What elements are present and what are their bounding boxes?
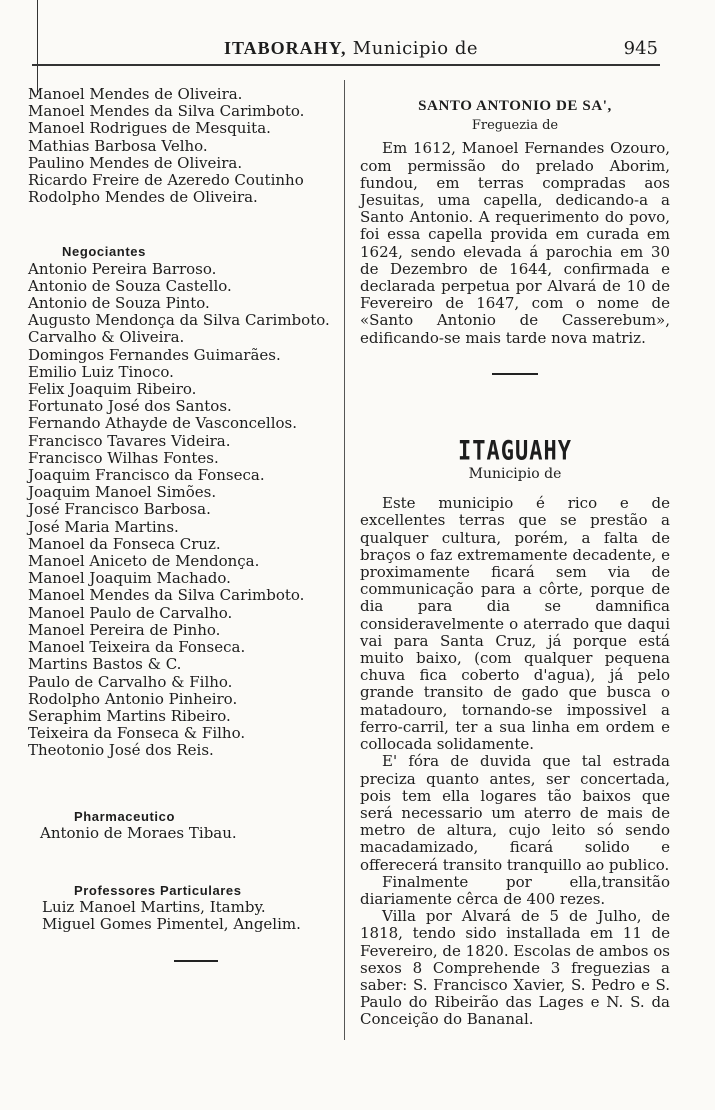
list-item: Seraphim Martins Ribeiro.	[28, 706, 231, 725]
list-item: Manoel Aniceto de Mendonça.	[28, 552, 260, 571]
itaguahy-paragraph-4: Villa por Alvará de 5 de Julho, de 1818, tendo sido installada em 11 de Fevereiro, de 1820. Escolas de ambos os sexos 8 Comprehende 3 freguezias a saber: S. Francisco Xavier, S. Pedro e S. Paulo do Ribeirão das Lages e N. S. da Conceição do Bananal.	[360, 907, 670, 1029]
list-item: Augusto Mendonça da Silva Carimboto.	[28, 311, 330, 330]
list-item: Mathias Barbosa Velho.	[28, 136, 208, 155]
itaguahy-title: ITAGUAHY	[458, 436, 572, 467]
santo-antonio-title: SANTO ANTONIO DE SA',	[418, 98, 612, 114]
top-names-list	[28, 86, 338, 206]
list-item: Luiz Manoel Martins, Itamby.	[42, 898, 266, 917]
list-item: Fortunato José dos Santos.	[28, 397, 232, 416]
list-item: Manoel Joaquim Machado.	[28, 569, 231, 588]
negociantes-heading: Negociantes	[62, 244, 146, 260]
list-item: Felix Joaquim Ribeiro.	[28, 380, 197, 399]
pharmaceutico-heading: Pharmaceutico	[74, 808, 176, 824]
list-item: Manoel Rodrigues de Mesquita.	[28, 119, 271, 138]
professores-list	[42, 899, 338, 933]
list-item: Carvalho & Oliveira.	[28, 328, 185, 347]
list-item: Domingos Fernandes Guimarães.	[28, 345, 281, 364]
column-divider	[344, 80, 345, 1040]
list-item: Manoel Teixeira da Fonseca.	[28, 638, 246, 657]
santo-antonio-subtitle: Freguezia de	[471, 118, 559, 134]
header-section: Municipio de	[352, 38, 478, 59]
list-item: Teixeira da Fonseca & Filho.	[28, 724, 246, 743]
header-rule	[32, 64, 660, 66]
itaguahy-paragraph-2: E' fóra de duvida que tal estrada preciza quanto antes, ser concertada, pois tem ella logares tão baixos que será necessario um aterro de mais de metro de altura, cujo leito só sendo macadamizado, ficará solido e offerecerá transito tranquillo ao publico.	[360, 752, 670, 874]
list-item: Antonio de Souza Castello.	[28, 276, 232, 295]
list-item: Manoel Mendes da Silva Carimboto.	[28, 102, 305, 121]
list-item: Paulo de Carvalho & Filho.	[28, 672, 233, 691]
professores-heading: Professores Particulares	[74, 882, 242, 898]
list-item: José Maria Martins.	[28, 517, 179, 536]
list-item: Manoel da Fonseca Cruz.	[28, 534, 221, 553]
list-item: Francisco Tavares Videira.	[28, 431, 231, 450]
list-item: Ricardo Freire de Azeredo Coutinho	[28, 171, 304, 190]
list-item: Joaquim Francisco da Fonseca.	[28, 466, 265, 485]
list-item: Manoel Mendes de Oliveira.	[28, 85, 243, 103]
page-header	[32, 36, 660, 66]
page-number: 945	[623, 38, 658, 59]
section-end-rule	[174, 960, 218, 962]
right-column	[360, 98, 670, 1029]
list-item: Martins Bastos & C.	[28, 655, 182, 674]
negociantes-list	[28, 261, 338, 760]
santo-antonio-text: Em 1612, Manoel Fernandes Ozouro, com permissão do prelado Aborim, fundou, em terras compradas aos Jesuitas, uma capella, dedicando-a a Santo Antonio. A requerimento do povo, foi essa capella provida em curada em 1624, sendo elevada á parochia em 30 de Dezembro de 1644, confirmada e declarada perpetua por Alvará de 10 de Fevereiro de 1647, com o nome de «Santo Antonio de Casserebum», edificando-se mais tarde nova matriz.	[360, 139, 670, 347]
list-item: Francisco Wilhas Fontes.	[28, 448, 219, 467]
list-item: Fernando Athayde de Vasconcellos.	[28, 414, 298, 433]
header-city: ITABORAHY,	[224, 38, 347, 58]
section-divider-rule	[492, 373, 538, 375]
left-column	[28, 86, 338, 962]
list-item: Paulino Mendes de Oliveira.	[28, 153, 243, 172]
pharmaceutico-list	[40, 825, 338, 842]
list-item: Rodolpho Mendes de Oliveira.	[28, 188, 258, 207]
itaguahy-paragraph-1: Este municipio é rico e de excellentes terras que se prestão a qualquer cultura, porém, a falta de braços o faz extremamente decadente, e proximamente ficará sem via de communicação para a côrte, porque de dia para dia se damnifica consideravelmente o aterrado que daqui vai para Santa Cruz, já porque está muito baixo, (com qualquer pequena chuva fica coberto d'agua), já pelo grande transito de gado que busca o matadouro, tornando-se impossivel a ferro-carril, ter a sua linha em ordem e collocada solidamente.	[360, 494, 670, 754]
list-item: Antonio Pereira Barroso.	[28, 259, 217, 278]
list-item: Miguel Gomes Pimentel, Angelim.	[42, 915, 301, 934]
list-item: Emilio Luiz Tinoco.	[28, 362, 174, 381]
list-item: Antonio de Moraes Tibau.	[40, 823, 237, 842]
list-item: Rodolpho Antonio Pinheiro.	[28, 689, 238, 708]
itaguahy-paragraph-3: Finalmente por ella,transitão diariamente cêrca de 400 rezes.	[360, 872, 670, 908]
itaguahy-subtitle: Municipio de	[468, 466, 562, 483]
list-item: Manoel Paulo de Carvalho.	[28, 603, 233, 622]
list-item: Joaquim Manoel Simões.	[28, 483, 217, 502]
list-item: José Francisco Barbosa.	[28, 500, 211, 519]
list-item: Antonio de Souza Pinto.	[28, 294, 210, 313]
list-item: Manoel Pereira de Pinho.	[28, 620, 221, 639]
list-item: Manoel Mendes da Silva Carimboto.	[28, 586, 305, 605]
list-item: Theotonio José dos Reis.	[28, 741, 214, 760]
header-title	[224, 38, 478, 59]
